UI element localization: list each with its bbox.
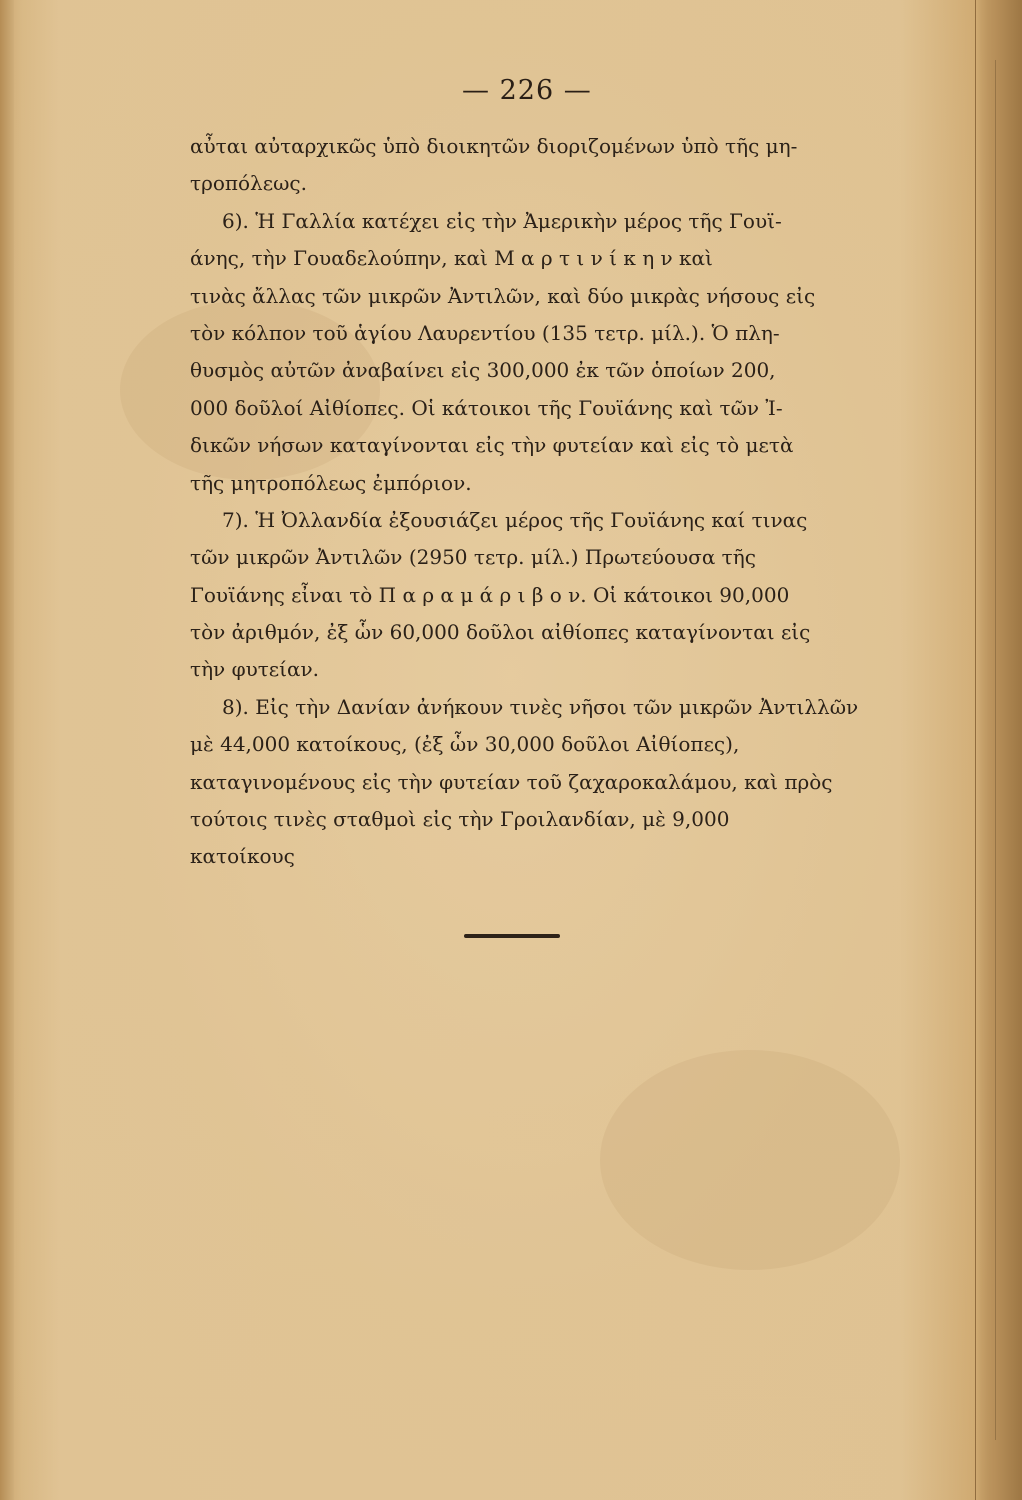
paper-stain xyxy=(600,1050,900,1270)
text-line: τὸν ἀριθμόν, ἐξ ὧν 60,000 δοῦλοι αἰθίοπες καταγίνονται εἰς xyxy=(190,620,811,645)
text-line: 6). Ἡ Γαλλία κατέχει εἰς τὴν Ἀμερικὴν μέρος τῆς Γουϊ- xyxy=(222,208,782,233)
text-line: τούτοις τινὲς σταθμοὶ εἰς τὴν Γροιλανδίαν, μὲ 9,000 xyxy=(190,807,730,832)
text-line: μὲ 44,000 κατοίκους, (ἐξ ὧν 30,000 δοῦλοι Αἰθίοπες), xyxy=(190,732,740,757)
binding-crease xyxy=(995,60,996,1440)
text-line: 8). Εἰς τὴν Δανίαν ἀνήκουν τινὲς νῆσοι τῶν μικρῶν Ἀντιλλῶν xyxy=(222,694,859,719)
text-line: τὸν κόλπον τοῦ ἁγίου Λαυρεντίου (135 τετρ. μίλ.). Ὁ πλη- xyxy=(190,320,780,345)
text-line: άνης, τὴν Γουαδελούπην, καὶ Μ α ρ τ ι ν ί κ η ν καὶ xyxy=(190,246,713,271)
text-line: Γουϊάνης εἶναι τὸ Π α ρ α μ ά ρ ι β ο ν. Οἱ κάτοικοι 90,000 xyxy=(190,582,790,607)
text-line: τῶν μικρῶν Ἀντιλῶν (2950 τετρ. μίλ.) Πρωτεύουσα τῆς xyxy=(190,545,756,570)
text-line: θυσμὸς αὐτῶν ἀναβαίνει εἰς 300,000 ἐκ τῶν ὁποίων 200, xyxy=(190,358,776,383)
text-line: τινὰς ἄλλας τῶν μικρῶν Ἀντιλῶν, καὶ δύο μικρὰς νήσους εἰς xyxy=(190,283,816,308)
text-line: τροπόλεως. xyxy=(190,171,307,196)
text-line: 7). Ἡ Ὀλλανδία ἐξουσιάζει μέρος τῆς Γουϊάνης καί τινας xyxy=(222,507,808,532)
text-line: αὖται αὐταρχικῶς ὑπὸ διοικητῶν διοριζομένων ὑπὸ τῆς μη- xyxy=(190,134,798,158)
body-text xyxy=(190,128,880,876)
section-divider xyxy=(464,934,560,938)
page-left-edge xyxy=(0,0,14,1500)
text-line: καταγινομένους εἰς τὴν φυτείαν τοῦ ζαχαροκαλάμου, καὶ πρὸς xyxy=(190,769,833,794)
text-line: τῆς μητροπόλεως ἐμπόριον. xyxy=(190,470,472,495)
text-line: δικῶν νήσων καταγίνονται εἰς τὴν φυτείαν καὶ εἰς τὸ μετὰ xyxy=(190,433,794,458)
text-line: τὴν φυτείαν. xyxy=(190,657,320,682)
page-number: — 226 — xyxy=(462,75,592,106)
text-line: κατοίκους xyxy=(190,844,295,869)
text-line: 000 δοῦλοί Αἰθίοπες. Οἱ κάτοικοι τῆς Γουϊάνης καὶ τῶν Ἰ- xyxy=(190,395,783,420)
page-right-edge xyxy=(975,0,1022,1500)
